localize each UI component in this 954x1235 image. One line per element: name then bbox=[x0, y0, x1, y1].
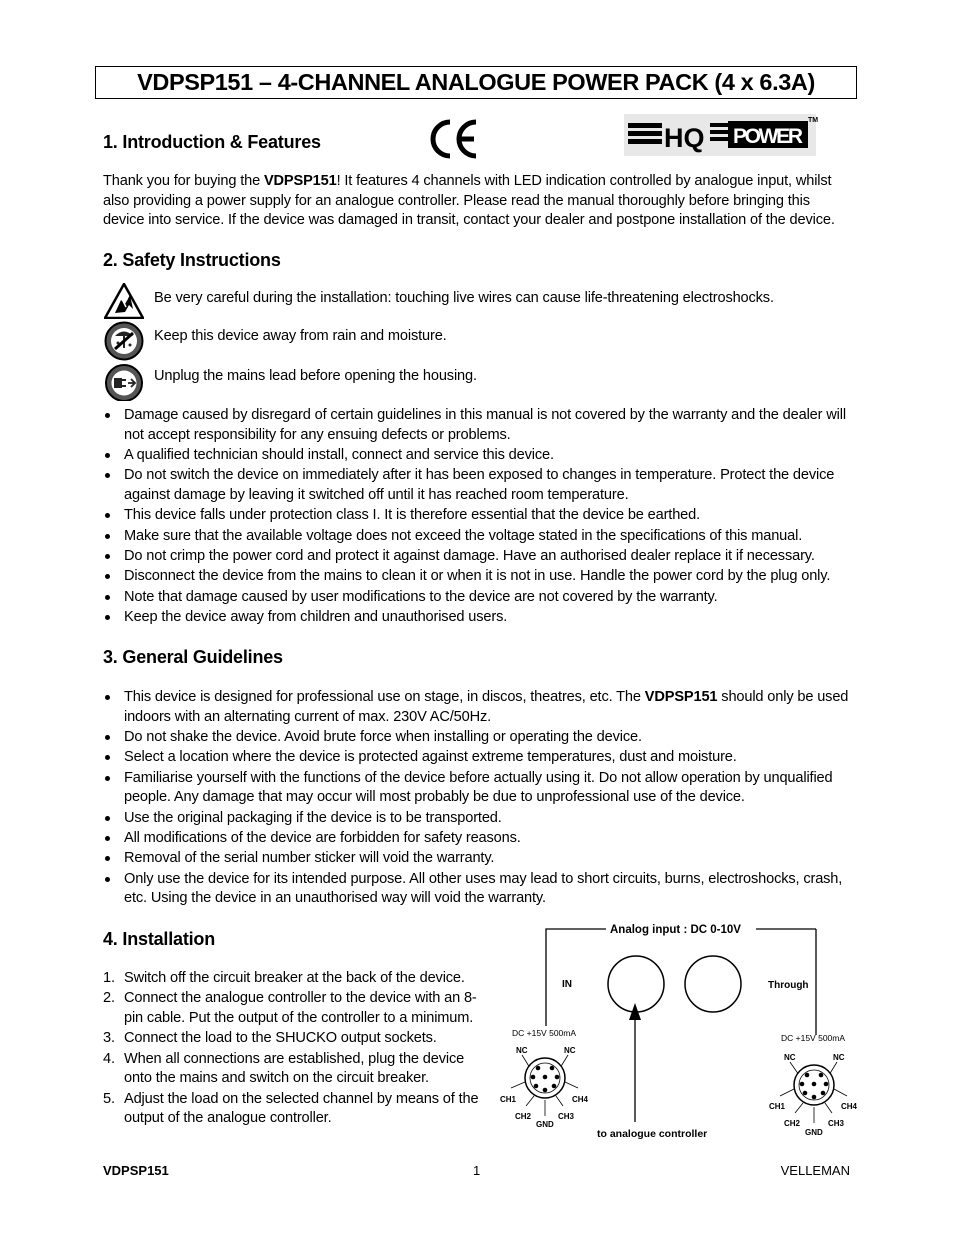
list-item: 2. Connect the analogue controller to the device with an 8-pin cable. Put the output of the controller to a minimum. bbox=[103, 990, 477, 1026]
svg-text:CH1: CH1 bbox=[500, 1095, 517, 1104]
hq-power-logo bbox=[624, 114, 824, 161]
safety-heading: 2. Safety Instructions bbox=[103, 250, 281, 270]
footer-brand: VELLEMAN bbox=[780, 1163, 850, 1178]
logo-hq-text: HQ bbox=[664, 123, 705, 153]
list-item: A qualified technician should install, connect and service this device. bbox=[103, 446, 853, 466]
list-item: 4. When all connections are established, plug the device onto the mains and switch on the circuit breaker. bbox=[103, 1050, 465, 1087]
svg-text:TM: TM bbox=[808, 117, 819, 124]
list-item: Damage caused by disregard of certain guidelines in this manual is not covered by the warranty and the dealer will not accept responsibility for any ensuing defects or problems. bbox=[103, 406, 853, 445]
svg-text:GND: GND bbox=[805, 1128, 823, 1137]
svg-text:DC +15V 500mA: DC +15V 500mA bbox=[512, 1028, 577, 1038]
keep-dry-icon bbox=[104, 321, 144, 366]
svg-text:CH3: CH3 bbox=[828, 1119, 845, 1128]
list-item: Do not shake the device. Avoid brute force when installing or operating the device. bbox=[103, 728, 853, 748]
list-item: Make sure that the available voltage does not exceed the voltage stated in the specifications of this manual. bbox=[103, 527, 853, 547]
svg-text:CH4: CH4 bbox=[841, 1102, 858, 1111]
unplug-icon bbox=[104, 361, 144, 406]
safety-icon-item: Keep this device away from rain and moisture. bbox=[104, 321, 864, 359]
right-din-connector bbox=[769, 1033, 858, 1137]
svg-text:CH1: CH1 bbox=[769, 1102, 786, 1111]
through-label: Through bbox=[768, 980, 809, 991]
list-item: 1. Switch off the circuit breaker at the back of the device. bbox=[103, 970, 465, 986]
connection-diagram bbox=[498, 920, 858, 1153]
svg-text:NC: NC bbox=[516, 1046, 528, 1055]
installation-heading: 4. Installation bbox=[103, 929, 216, 949]
page-number: 1 bbox=[473, 1163, 481, 1178]
svg-text:NC: NC bbox=[784, 1053, 796, 1062]
ce-mark-icon bbox=[428, 118, 482, 165]
list-item: Note that damage caused by user modifications to the device are not covered by the warranty. bbox=[103, 588, 853, 608]
safety-bullet-list bbox=[103, 406, 853, 629]
svg-text:GND: GND bbox=[536, 1120, 554, 1129]
list-item: 3. Connect the load to the SHUCKO output sockets. bbox=[103, 1030, 437, 1047]
installation-steps bbox=[103, 969, 487, 1129]
document-title: VDPSP151 – 4-CHANNEL ANALOGUE POWER PACK (4 x 6.3A) bbox=[95, 66, 857, 99]
safety-icon-item: Unplug the mains lead before opening the housing. bbox=[104, 361, 864, 399]
intro-heading: 1. Introduction & Features bbox=[103, 132, 321, 152]
list-item: Keep the device away from children and unauthorised users. bbox=[103, 608, 853, 628]
list-item: All modifications of the device are forbidden for safety reasons. bbox=[103, 829, 853, 849]
list-item: Familiarise yourself with the functions of the device before actually using it. Do not allow operation by unqualified people. Any damage that may occur will most probably be due to unprofessional use of the device. bbox=[103, 769, 853, 808]
in-label: IN bbox=[562, 979, 572, 990]
svg-text:CH3: CH3 bbox=[558, 1112, 575, 1121]
list-item: Use the original packaging if the device is to be transported. bbox=[103, 809, 853, 829]
svg-text:NC: NC bbox=[564, 1046, 576, 1055]
list-item: 5. Adjust the load on the selected channel by means of the output of the analogue controller. bbox=[103, 1090, 479, 1127]
svg-text:NC: NC bbox=[833, 1053, 845, 1062]
list-item: Select a location where the device is protected against extreme temperatures, dust and moisture. bbox=[103, 748, 853, 768]
list-item: Only use the device for its intended purpose. All other uses may lead to short circuits, burns, electroshocks, crash, etc. Using the device in an unauthorised way will void the warranty. bbox=[103, 870, 853, 909]
svg-text:CH2: CH2 bbox=[515, 1112, 532, 1121]
to-controller-label: to analogue controller bbox=[597, 1128, 708, 1140]
svg-text:CH4: CH4 bbox=[572, 1095, 589, 1104]
through-socket bbox=[685, 956, 741, 1012]
svg-text:POWER: POWER bbox=[733, 125, 803, 148]
svg-text:CH2: CH2 bbox=[784, 1119, 801, 1128]
analog-input-label: Analog input : DC 0-10V bbox=[610, 924, 741, 936]
list-item: This device is designed for professional use on stage, in discos, theatres, etc. The VDPSP151 should only be used indoors with an alternating current of max. 230V AC/50Hz. bbox=[103, 688, 853, 727]
guidelines-heading: 3. General Guidelines bbox=[103, 647, 283, 667]
footer-model: VDPSP151 bbox=[103, 1163, 169, 1178]
list-item: Removal of the serial number sticker will void the warranty. bbox=[103, 849, 853, 869]
safety-icon-item: Be very careful during the installation: touching live wires can cause life-threatening electroshocks. bbox=[104, 283, 864, 321]
list-item: This device falls under protection class I. It is therefore essential that the device be earthed. bbox=[103, 506, 853, 526]
list-item: Do not switch the device on immediately after it has been exposed to changes in temperature. Protect the device against damage by leaving it switched off until it has reached room temperature. bbox=[103, 466, 853, 505]
guidelines-bullet-list bbox=[103, 688, 853, 910]
list-item: Disconnect the device from the mains to clean it or when it is not in use. Handle the power cord by the plug only. bbox=[103, 567, 853, 587]
list-item: Do not crimp the power cord and protect it against damage. Have an authorised dealer replace it if necessary. bbox=[103, 547, 853, 567]
input-socket bbox=[608, 956, 664, 1012]
left-din-connector bbox=[500, 1028, 589, 1129]
electric-shock-warning-icon bbox=[104, 283, 144, 324]
intro-paragraph: Thank you for buying the VDPSP151! It features 4 channels with LED indication controlled by analogue input, whilst also providing a power supply for an analogue controller. Please read the manual thoroughly before bringing this device into service. If the device was damaged in transit, contact your dealer and postpone installation of the device. bbox=[103, 173, 835, 228]
svg-text:DC +15V 500mA: DC +15V 500mA bbox=[781, 1033, 846, 1043]
